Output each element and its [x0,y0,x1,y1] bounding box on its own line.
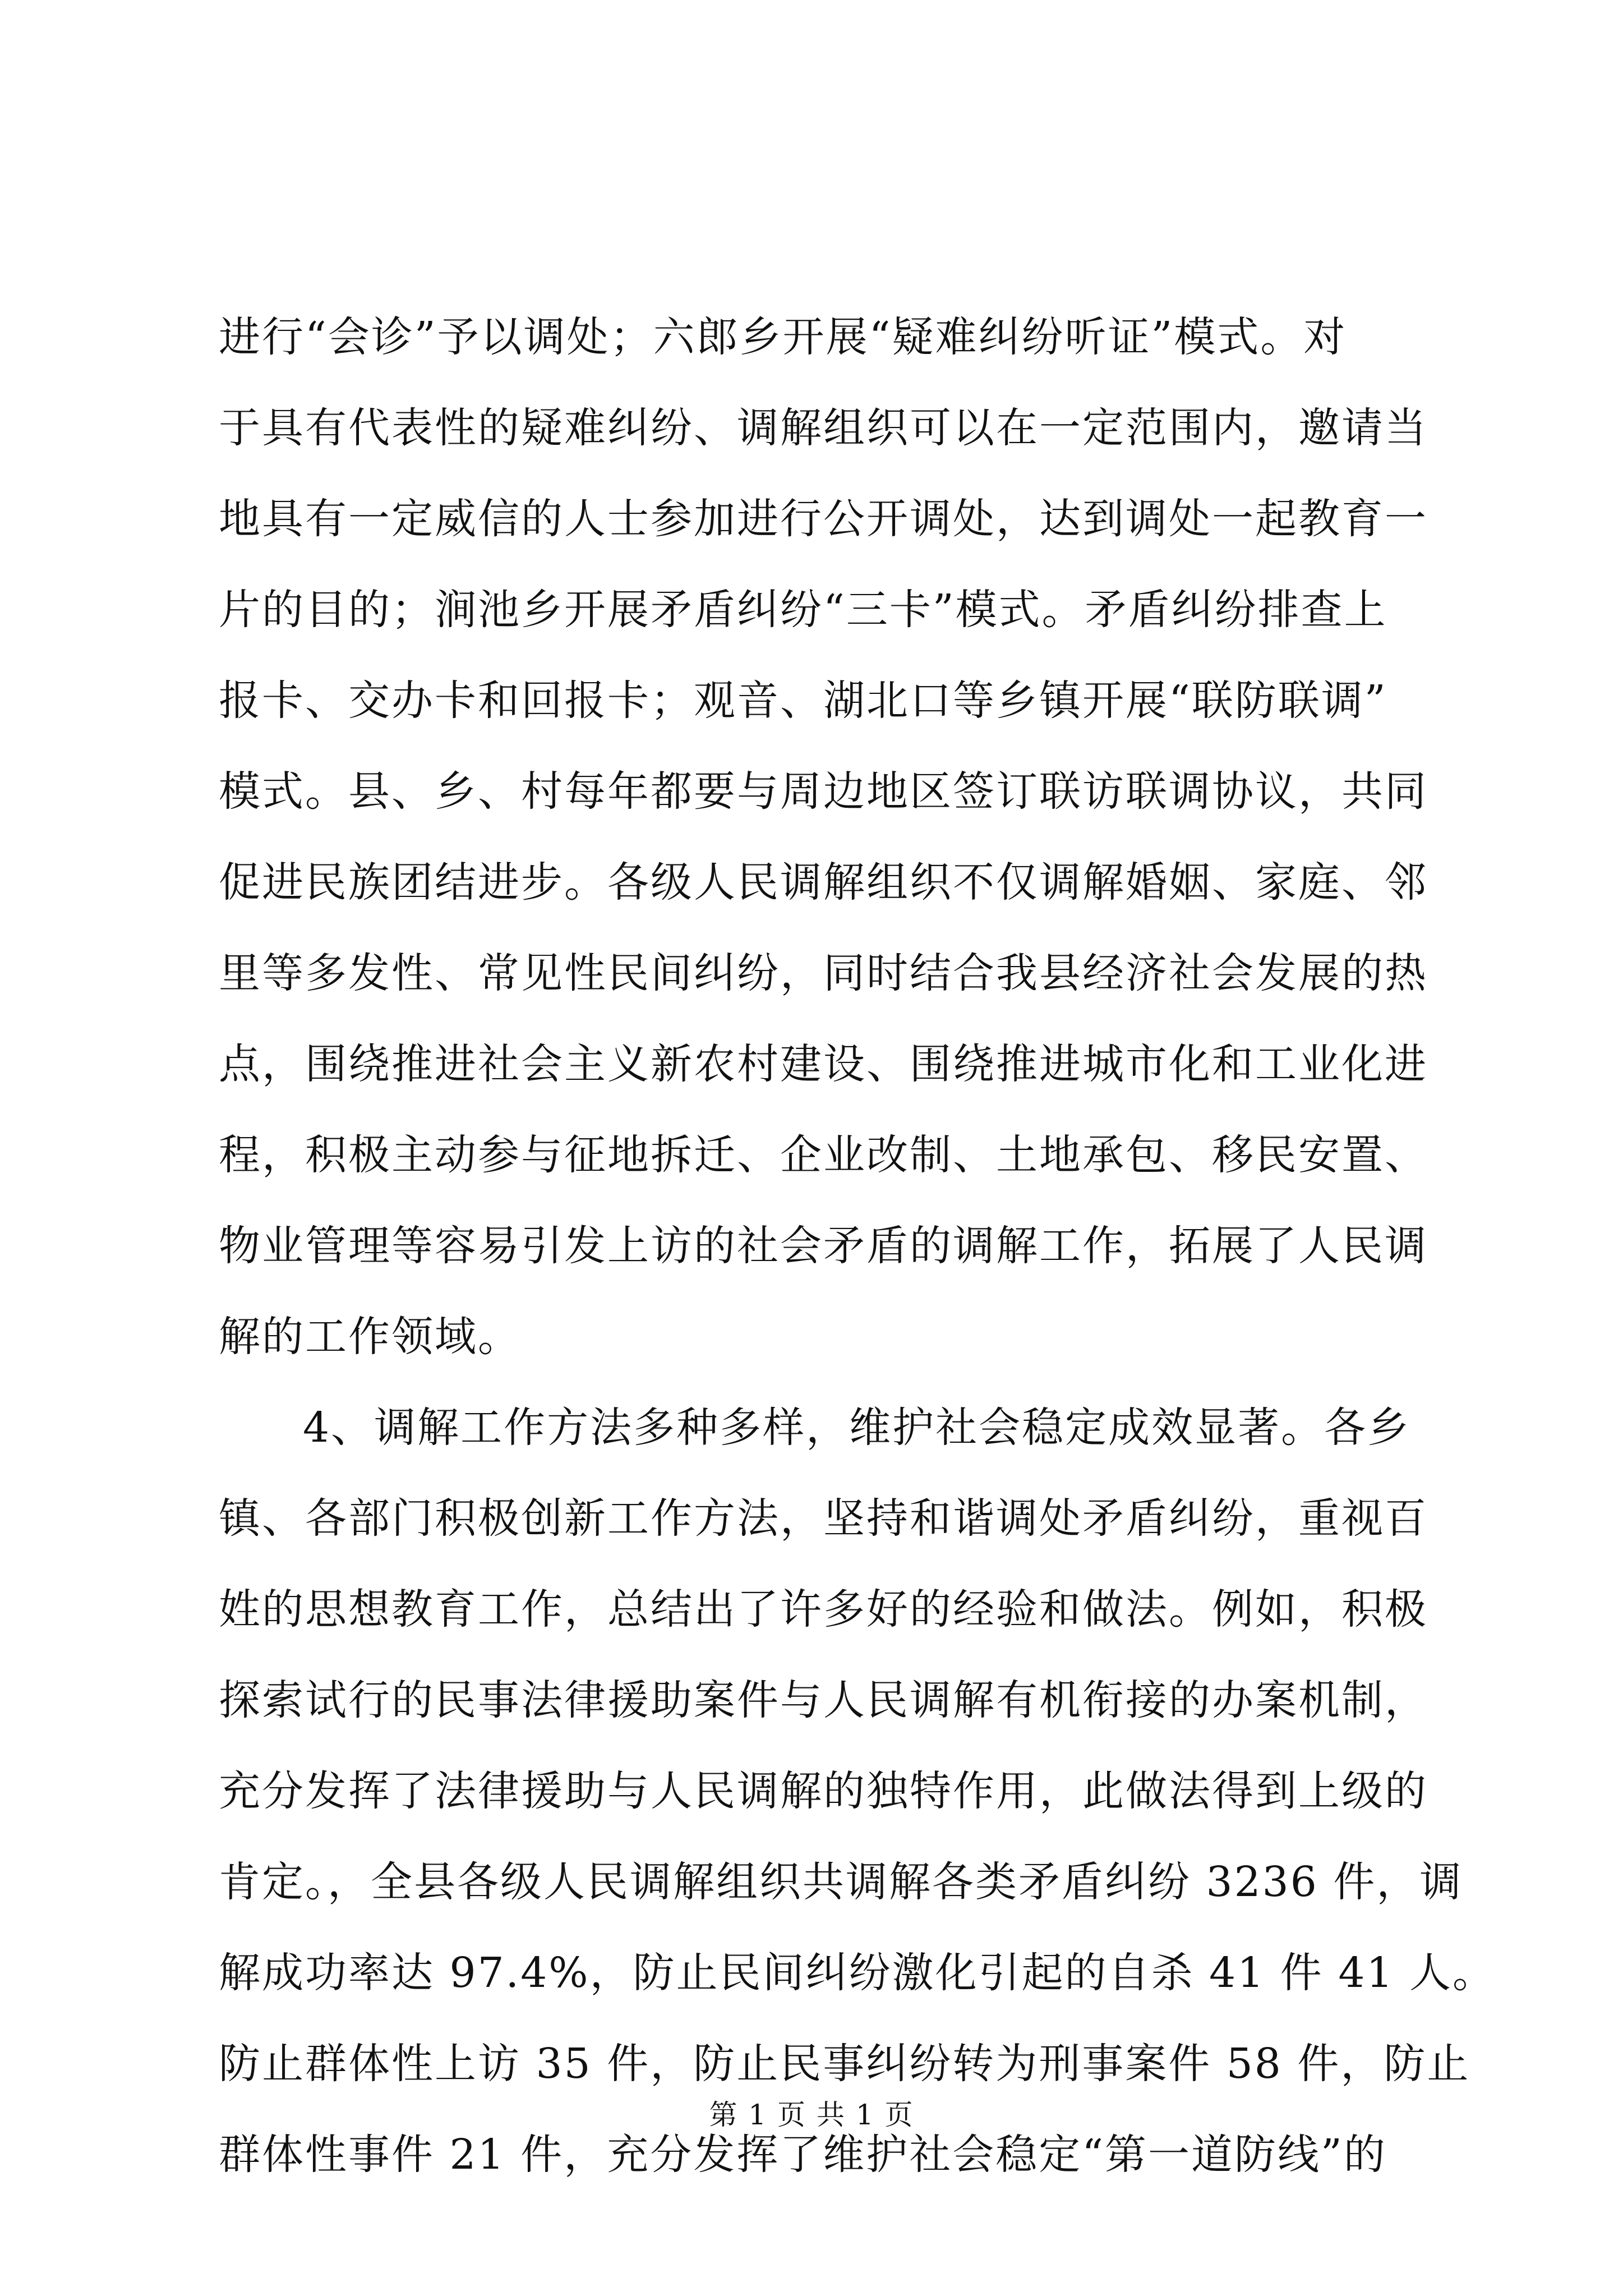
body-text [219,292,1496,2200]
text-line: 里等多发性、常见性民间纠纷，同时结合我县经济社会发展的热 [219,949,1428,997]
text-line: 片的目的；涧池乡开展矛盾纠纷“三卡”模式。矛盾纠纷排查上 [219,586,1387,634]
text-line: 于具有代表性的疑难纠纷、调解组织可以在一定范围内，邀请当 [219,404,1428,452]
text-line: 肯定。，全县各级人民调解组织共调解各类矛盾纠纷 3236 件，调 [219,1858,1463,1906]
text-line: 报卡、交办卡和回报卡；观音、湖北口等乡镇开展“联防联调” [219,677,1387,725]
text-line: 解成功率达 97.4%，防止民间纠纷激化引起的自杀 41 件 41 人。 [219,1949,1496,1997]
text-line: 地具有一定威信的人士参加进行公开调处，达到调处一起教育一 [219,495,1428,543]
page-footer: 第 1 页 共 1 页 [709,2099,914,2131]
text-line: 解的工作领域。 [219,1313,521,1361]
text-line: 探索试行的民事法律援助案件与人民调解有机衔接的办案机制， [219,1676,1428,1724]
text-line: 姓的思想教育工作，总结出了许多好的经验和做法。例如，积极 [219,1585,1428,1634]
text-line: 促进民族团结进步。各级人民调解组织不仅调解婚姻、家庭、邻 [219,858,1428,907]
text-line: 模式。县、乡、村每年都要与周边地区签订联访联调协议，共同 [219,767,1428,816]
text-line: 程，积极主动参与征地拆迁、企业改制、土地承包、移民安置、 [219,1131,1428,1179]
text-line: 防止群体性上访 35 件，防止民事纠纷转为刑事案件 58 件，防止 [219,2040,1470,2088]
text-line: 物业管理等容易引发上访的社会矛盾的调解工作，拓展了人民调 [219,1222,1428,1270]
text-line: 群体性事件 21 件，充分发挥了维护社会稳定“第一道防线”的 [219,2131,1387,2179]
text-line: 镇、各部门积极创新工作方法，坚持和谐调处矛盾纠纷，重视百 [219,1494,1428,1543]
text-line: 点，围绕推进社会主义新农村建设、围绕推进城市化和工业化进 [219,1040,1428,1088]
paragraph-start-line: 4、调解工作方法多种多样，维护社会稳定成效显著。各乡 [303,1404,1411,1452]
text-line: 充分发挥了法律援助与人民调解的独特作用，此做法得到上级的 [219,1767,1428,1815]
text-line: 进行“会诊”予以调处；六郎乡开展“疑难纠纷听证”模式。对 [219,313,1347,361]
